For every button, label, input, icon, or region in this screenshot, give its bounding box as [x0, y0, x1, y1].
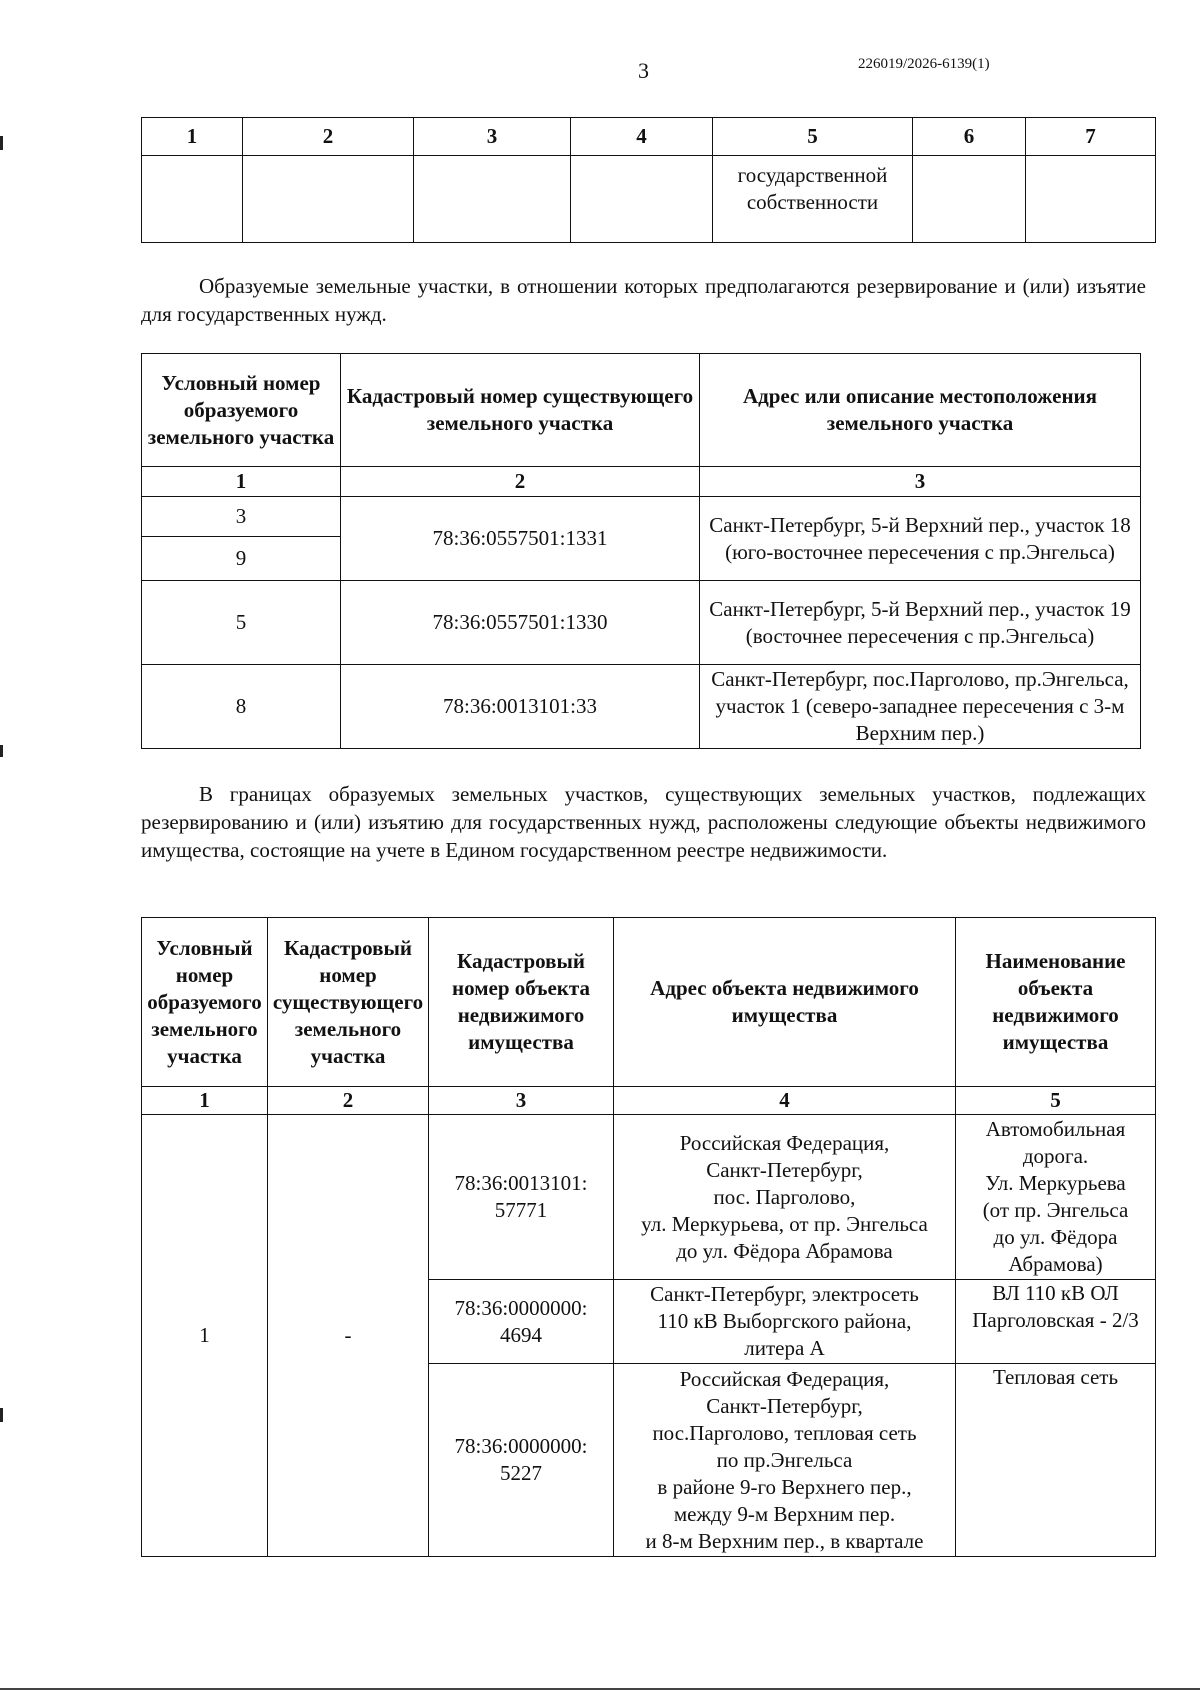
object-name: Автомобильная дорога. Ул. Меркурьева (от пр. Энгельса до ул. Фёдора Абрамова): [956, 1115, 1156, 1280]
document-code: 226019/2026-6139(1): [858, 56, 990, 72]
column-number-row: [142, 467, 1141, 497]
object-address: Российская Федерация, Санкт-Петербург, пос.Парголово, тепловая сеть по пр.Энгельса в районе 9-го Верхнего пер., между 9-м Верхним пер. и 8-м Верхним пер., в квартале: [614, 1364, 956, 1557]
table-cell: [142, 156, 243, 243]
plot-address: Санкт-Петербург, 5-й Верхний пер., участок 18 (юго-восточнее пересечения с пр.Энгельса): [700, 497, 1141, 581]
object-cadastral: 78:36:0000000: 5227: [429, 1364, 614, 1557]
object-name: ВЛ 110 кВ ОЛ Парголовская - 2/3: [956, 1280, 1156, 1364]
cadastral-number: 78:36:0557501:1331: [341, 497, 700, 581]
col-number: 2: [243, 118, 414, 156]
table-row: [142, 665, 1141, 749]
col-number: 3: [700, 467, 1141, 497]
plots-table: [141, 353, 1141, 749]
col-number: 1: [142, 118, 243, 156]
col-number: 7: [1026, 118, 1156, 156]
plot-number: 5: [142, 581, 341, 665]
table-row: [142, 1115, 1156, 1280]
existing-cadastral: -: [268, 1115, 429, 1557]
col-number: 3: [429, 1087, 614, 1115]
column-number-row: [142, 1087, 1156, 1115]
object-name: Тепловая сеть: [956, 1364, 1156, 1557]
col-number: 6: [913, 118, 1026, 156]
objects-table: [141, 917, 1156, 1557]
header-object-name: Наименование объекта недвижимого имущества: [956, 918, 1156, 1087]
header-existing-cadastral: Кадастровый номер существующего земельного участка: [268, 918, 429, 1087]
page-number: 3: [638, 58, 649, 83]
object-address: Санкт-Петербург, электросеть 110 кВ Выборгского района, литера А: [614, 1280, 956, 1364]
plot-address: Санкт-Петербург, пос.Парголово, пр.Энгельса, участок 1 (северо-западнее пересечения с 3-м Верхним пер.): [700, 665, 1141, 749]
continuation-table: [141, 117, 1156, 243]
table-row: [142, 497, 1141, 537]
header-object-address: Адрес объекта недвижимого имущества: [614, 918, 956, 1087]
table-cell: [414, 156, 571, 243]
table-cell: государственной собственности: [713, 156, 913, 243]
plot-number: 9: [142, 537, 341, 581]
plot-number: 3: [142, 497, 341, 537]
table-cell: [571, 156, 713, 243]
scan-edge-mark: [0, 1408, 3, 1422]
column-number-row: [142, 118, 1156, 156]
table-cell: [913, 156, 1026, 243]
plot-number: 8: [142, 665, 341, 749]
cadastral-number: 78:36:0013101:33: [341, 665, 700, 749]
col-number: 4: [614, 1087, 956, 1115]
plot-address: Санкт-Петербург, 5-й Верхний пер., участок 19 (восточнее пересечения с пр.Энгельса): [700, 581, 1141, 665]
col-number: 5: [713, 118, 913, 156]
table-row: [142, 156, 1156, 243]
col-number: 4: [571, 118, 713, 156]
header-plot-number: Условный номер образуемого земельного участка: [142, 354, 341, 467]
header-row: [142, 354, 1141, 467]
header-row: [142, 918, 1156, 1087]
header-address: Адрес или описание местоположения земельного участка: [700, 354, 1141, 467]
col-number: 5: [956, 1087, 1156, 1115]
col-number: 3: [414, 118, 571, 156]
plot-number: 1: [142, 1115, 268, 1557]
col-number: 1: [142, 467, 341, 497]
paragraph-plots-intro: Образуемые земельные участки, в отношении которых предполагаются резервирование и (или) изъятие для государственных нужд.: [141, 274, 1146, 326]
table-cell: [243, 156, 414, 243]
col-number: 2: [341, 467, 700, 497]
object-cadastral: 78:36:0000000: 4694: [429, 1280, 614, 1364]
object-address: Российская Федерация, Санкт-Петербург, пос. Парголово, ул. Меркурьева, от пр. Энгельса до ул. Фёдора Абрамова: [614, 1115, 956, 1280]
header-cadastral-number: Кадастровый номер существующего земельного участка: [341, 354, 700, 467]
scan-edge-mark: [0, 745, 3, 757]
header-plot-number: Условный номер образуемого земельного участка: [142, 918, 268, 1087]
object-cadastral: 78:36:0013101: 57771: [429, 1115, 614, 1280]
table-row: [142, 581, 1141, 665]
header-object-cadastral: Кадастровый номер объекта недвижимого имущества: [429, 918, 614, 1087]
scan-edge-mark: [0, 136, 3, 150]
col-number: 1: [142, 1087, 268, 1115]
cadastral-number: 78:36:0557501:1330: [341, 581, 700, 665]
table-cell: [1026, 156, 1156, 243]
paragraph-objects-intro: В границах образуемых земельных участков, существующих земельных участков, подлежащих резервированию и (или) изъятию для государственных нужд, расположены следующие объекты недвижимого имущества, состоящие на учете в Едином государственном реестре недвижимости.: [141, 782, 1146, 862]
col-number: 2: [268, 1087, 429, 1115]
